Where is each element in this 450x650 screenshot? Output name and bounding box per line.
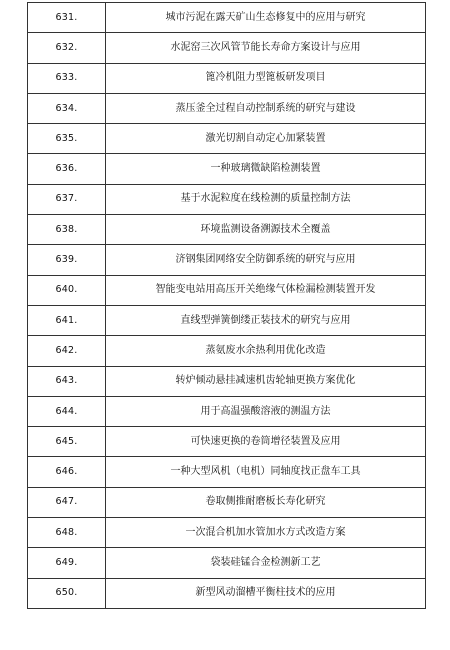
- project-number: 645.: [28, 427, 106, 457]
- project-number: 633.: [28, 63, 106, 93]
- project-title: 蒸压釜全过程自动控制系统的研究与建设: [106, 93, 426, 123]
- project-number: 643.: [28, 366, 106, 396]
- table-row: [28, 336, 426, 366]
- project-number: 635.: [28, 124, 106, 154]
- project-title: 卷取侧推耐磨板长寿化研究: [106, 487, 426, 517]
- table-row: [28, 518, 426, 548]
- project-title: 智能变电站用高压开关绝缘气体检漏检测装置开发: [106, 275, 426, 305]
- project-list-body: [28, 3, 426, 609]
- project-number: 636.: [28, 154, 106, 184]
- project-number: 632.: [28, 33, 106, 63]
- project-list-table: [27, 2, 426, 609]
- project-number: 638.: [28, 215, 106, 245]
- table-row: [28, 215, 426, 245]
- table-row: [28, 366, 426, 396]
- project-title: 篦冷机阻力型篦板研发项目: [106, 63, 426, 93]
- table-row: [28, 487, 426, 517]
- project-title: 环境监测设备溯源技术全覆盖: [106, 215, 426, 245]
- project-title: 一次混合机加水管加水方式改造方案: [106, 518, 426, 548]
- project-title: 水泥窑三次风管节能长寿命方案设计与应用: [106, 33, 426, 63]
- project-number: 637.: [28, 184, 106, 214]
- project-title: 城市污泥在露天矿山生态修复中的应用与研究: [106, 3, 426, 33]
- table-row: [28, 578, 426, 608]
- project-number: 647.: [28, 487, 106, 517]
- project-title: 激光切割自动定心加紧装置: [106, 124, 426, 154]
- table-row: [28, 427, 426, 457]
- project-number: 642.: [28, 336, 106, 366]
- project-title: 一种大型风机（电机）同轴度找正盘车工具: [106, 457, 426, 487]
- project-number: 640.: [28, 275, 106, 305]
- project-title: 用于高温强酸溶液的测温方法: [106, 396, 426, 426]
- table-row: [28, 124, 426, 154]
- project-title: 可快速更换的卷筒增径装置及应用: [106, 427, 426, 457]
- table-row: [28, 3, 426, 33]
- table-row: [28, 548, 426, 578]
- project-number: 646.: [28, 457, 106, 487]
- project-title: 蒸氨废水余热利用优化改造: [106, 336, 426, 366]
- table-row: [28, 245, 426, 275]
- table-row: [28, 154, 426, 184]
- project-number: 650.: [28, 578, 106, 608]
- table-row: [28, 396, 426, 426]
- table-row: [28, 275, 426, 305]
- table-row: [28, 33, 426, 63]
- project-number: 631.: [28, 3, 106, 33]
- project-title: 直线型弹簧倒缕正装技术的研究与应用: [106, 305, 426, 335]
- table-row: [28, 457, 426, 487]
- table-row: [28, 63, 426, 93]
- project-number: 634.: [28, 93, 106, 123]
- project-title: 新型风动溜槽平衡柱技术的应用: [106, 578, 426, 608]
- project-title: 转炉倾动悬挂减速机齿轮轴更换方案优化: [106, 366, 426, 396]
- project-number: 641.: [28, 305, 106, 335]
- project-number: 644.: [28, 396, 106, 426]
- project-title: 基于水泥粒度在线检测的质量控制方法: [106, 184, 426, 214]
- project-title: 济钢集团网络安全防御系统的研究与应用: [106, 245, 426, 275]
- project-number: 648.: [28, 518, 106, 548]
- project-number: 639.: [28, 245, 106, 275]
- table-row: [28, 305, 426, 335]
- table-row: [28, 184, 426, 214]
- project-title: 袋装硅锰合金检测新工艺: [106, 548, 426, 578]
- project-title: 一种玻璃微缺陷检测装置: [106, 154, 426, 184]
- table-row: [28, 93, 426, 123]
- project-number: 649.: [28, 548, 106, 578]
